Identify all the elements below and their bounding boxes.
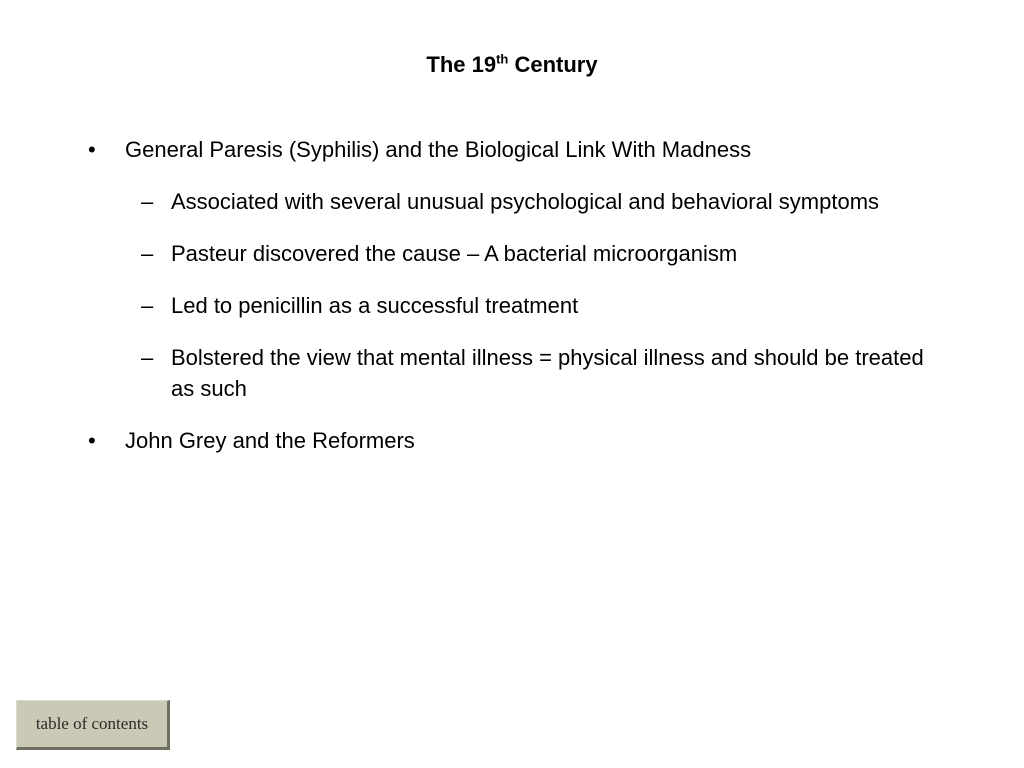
title-superscript: th [496,51,509,67]
title-end: Century [508,52,598,77]
sub-bullet-marker: – [141,241,154,266]
title-main: The 19 [426,52,497,77]
sub-bullet-text: Pasteur discovered the cause – A bacterial microorganism [171,241,738,266]
bullet-item-general-paresis [88,134,945,165]
table-of-contents-button[interactable] [16,700,170,750]
bullet-item-john-grey [88,425,945,456]
bullet-marker: • [88,137,96,162]
bullet-text: General Paresis (Syphilis) and the Biological Link With Madness [125,137,752,162]
sub-bullet-text: Led to penicillin as a successful treatment [171,293,579,318]
sub-bullet-pasteur [141,238,941,269]
sub-bullet-marker: – [141,345,154,370]
table-of-contents-label: table of contents [35,714,149,733]
sub-bullet-penicillin [141,290,941,321]
slide-title [0,50,1024,80]
sub-bullet-marker: – [141,189,154,214]
sub-bullet-text: Associated with several unusual psychological and behavioral symptoms [171,189,880,214]
sub-bullet-marker: – [141,293,154,318]
sub-bullet-text: Bolstered the view that mental illness = physical illness and should be treated as such [171,345,924,401]
sub-bullet-symptoms [141,186,941,217]
bullet-marker: • [88,428,96,453]
sub-bullet-bolstered [141,342,941,404]
bullet-text: John Grey and the Reformers [125,428,415,453]
bullet-list [0,134,1024,477]
